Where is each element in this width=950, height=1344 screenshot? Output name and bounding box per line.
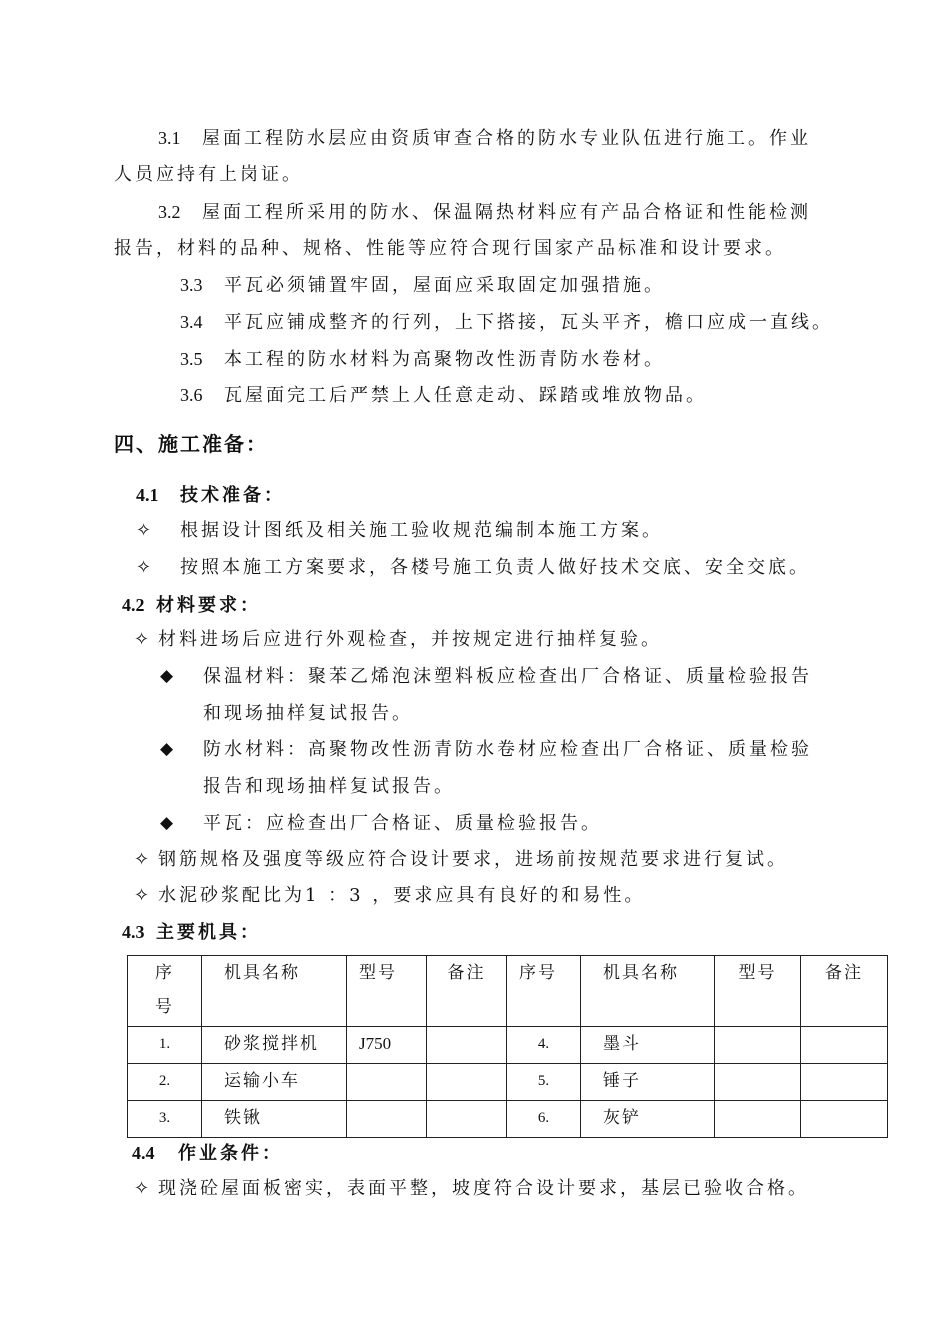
cell-note [427, 1027, 507, 1064]
list-item: ✧ 现浇砼屋面板密实，表面平整，坡度符合设计要求，基层已验收合格。 [134, 1178, 809, 1199]
cell-name2: 锤子 [581, 1064, 715, 1101]
cell-seq2: 6. [507, 1101, 581, 1138]
header-name2: 机具名称 [581, 956, 715, 1027]
para-3-3: 3.3 平瓦必须铺置牢固，屋面应采取固定加强措施。 [180, 275, 665, 296]
header-note: 备注 [427, 956, 507, 1027]
header-seq2: 序号 [507, 956, 581, 1027]
header-model: 型号 [347, 956, 427, 1027]
list-item: ✧ 按照本施工方案要求，各楼号施工负责人做好技术交底、安全交底。 [136, 557, 810, 578]
subsection-4-4-heading: 4.4 作业条件： [132, 1143, 283, 1164]
cell-model2 [715, 1027, 801, 1064]
para-3-3-number: 3.3 [180, 275, 203, 295]
material-waterproof-line2: 报告和现场抽样复试报告。 [203, 776, 455, 797]
hollow-star-bullet-icon: ✧ [136, 557, 155, 578]
subsection-4-4-number: 4.4 [132, 1143, 155, 1163]
cell-seq2: 5. [507, 1064, 581, 1101]
subsection-4-2-heading: 4.2 材料要求： [122, 595, 261, 616]
list-item: ✧ 材料进场后应进行外观检查，并按规定进行抽样复验。 [134, 629, 662, 650]
material-tile: 平瓦：应检查出厂合格证、质量检验报告。 [203, 813, 602, 834]
material-insulation-line1: 保温材料：聚苯乙烯泡沫塑料板应检查出厂合格证、质量检验报告 [203, 666, 812, 687]
cell-model2 [715, 1064, 801, 1101]
para-3-5-number: 3.5 [180, 349, 203, 369]
table-row [128, 1027, 888, 1064]
hollow-star-bullet-icon: ✧ [134, 1178, 153, 1199]
table-row [128, 1064, 888, 1101]
table-header-row [128, 956, 888, 1027]
material-insulation-line2: 和现场抽样复试报告。 [203, 703, 413, 724]
para-3-1-line1: 3.1 屋面工程防水层应由资质审查合格的防水专业队伍进行施工。作业 [158, 128, 811, 149]
para-3-4: 3.4 平瓦应铺成整齐的行列，上下搭接，瓦头平齐，檐口应成一直线。 [180, 312, 833, 333]
cell-seq: 3. [128, 1101, 202, 1138]
cell-name: 铁锹 [202, 1101, 347, 1138]
header-name: 机具名称 [202, 956, 347, 1027]
cell-model [347, 1101, 427, 1138]
hollow-star-bullet-icon: ✧ [134, 849, 153, 870]
para-3-1-number: 3.1 [158, 128, 181, 148]
hollow-star-bullet-icon: ✧ [136, 520, 155, 541]
para-3-6: 3.6 瓦屋面完工后严禁上人任意走动、踩踏或堆放物品。 [180, 385, 707, 406]
diamond-bullet-icon: ◆ [160, 739, 174, 759]
material-waterproof-line1: 防水材料：高聚物改性沥青防水卷材应检查出厂合格证、质量检验 [203, 739, 812, 760]
header-model2: 型号 [715, 956, 801, 1027]
diamond-bullet-icon: ◆ [160, 813, 174, 833]
list-item: ✧ 根据设计图纸及相关施工验收规范编制本施工方案。 [136, 520, 663, 541]
subsection-4-1-number: 4.1 [136, 485, 159, 505]
para-3-5: 3.5 本工程的防水材料为高聚物改性沥青防水卷材。 [180, 349, 665, 370]
hollow-star-bullet-icon: ✧ [134, 629, 153, 650]
subsection-4-2-number: 4.2 [122, 595, 145, 615]
cell-note2 [801, 1101, 888, 1138]
para-3-2-line2: 报告，材料的品种、规格、性能等应符合现行国家产品标准和设计要求。 [114, 238, 786, 259]
table-row [128, 1101, 888, 1138]
subsection-4-3-heading: 4.3 主要机具： [122, 922, 261, 943]
diamond-bullet-icon: ◆ [160, 666, 174, 686]
cell-name2: 墨斗 [581, 1027, 715, 1064]
cell-note2 [801, 1064, 888, 1101]
cell-seq: 1. [128, 1027, 202, 1064]
para-3-1-line2: 人员应持有上岗证。 [114, 164, 303, 185]
subsection-4-3-number: 4.3 [122, 922, 145, 942]
cell-note [427, 1064, 507, 1101]
para-3-4-number: 3.4 [180, 312, 203, 332]
para-3-2-line1: 3.2 屋面工程所采用的防水、保温隔热材料应有产品合格证和性能检测 [158, 202, 811, 223]
hollow-star-bullet-icon: ✧ [134, 885, 153, 906]
cell-name: 运输小车 [202, 1064, 347, 1101]
cell-seq: 2. [128, 1064, 202, 1101]
cell-name: 砂浆搅拌机 [202, 1027, 347, 1064]
cell-name2: 灰铲 [581, 1101, 715, 1138]
section-4-heading: 四、施工准备： [114, 432, 268, 456]
para-3-2-number: 3.2 [158, 202, 181, 222]
cell-note2 [801, 1027, 888, 1064]
header-seq: 序 号 [128, 956, 202, 1027]
cell-seq2: 4. [507, 1027, 581, 1064]
cell-model2 [715, 1101, 801, 1138]
cell-note [427, 1101, 507, 1138]
para-3-6-number: 3.6 [180, 385, 203, 405]
header-note2: 备注 [801, 956, 888, 1027]
cell-model: J750 [347, 1027, 427, 1064]
subsection-4-1-heading: 4.1 技术准备： [136, 485, 285, 506]
tools-table [127, 955, 888, 1138]
cell-model [347, 1064, 427, 1101]
list-item: ✧ 水泥砂浆配比为1 ：3 ，要求应具有良好的和易性。 [134, 885, 646, 906]
list-item: ✧ 钢筋规格及强度等级应符合设计要求，进场前按规范要求进行复试。 [134, 849, 788, 870]
